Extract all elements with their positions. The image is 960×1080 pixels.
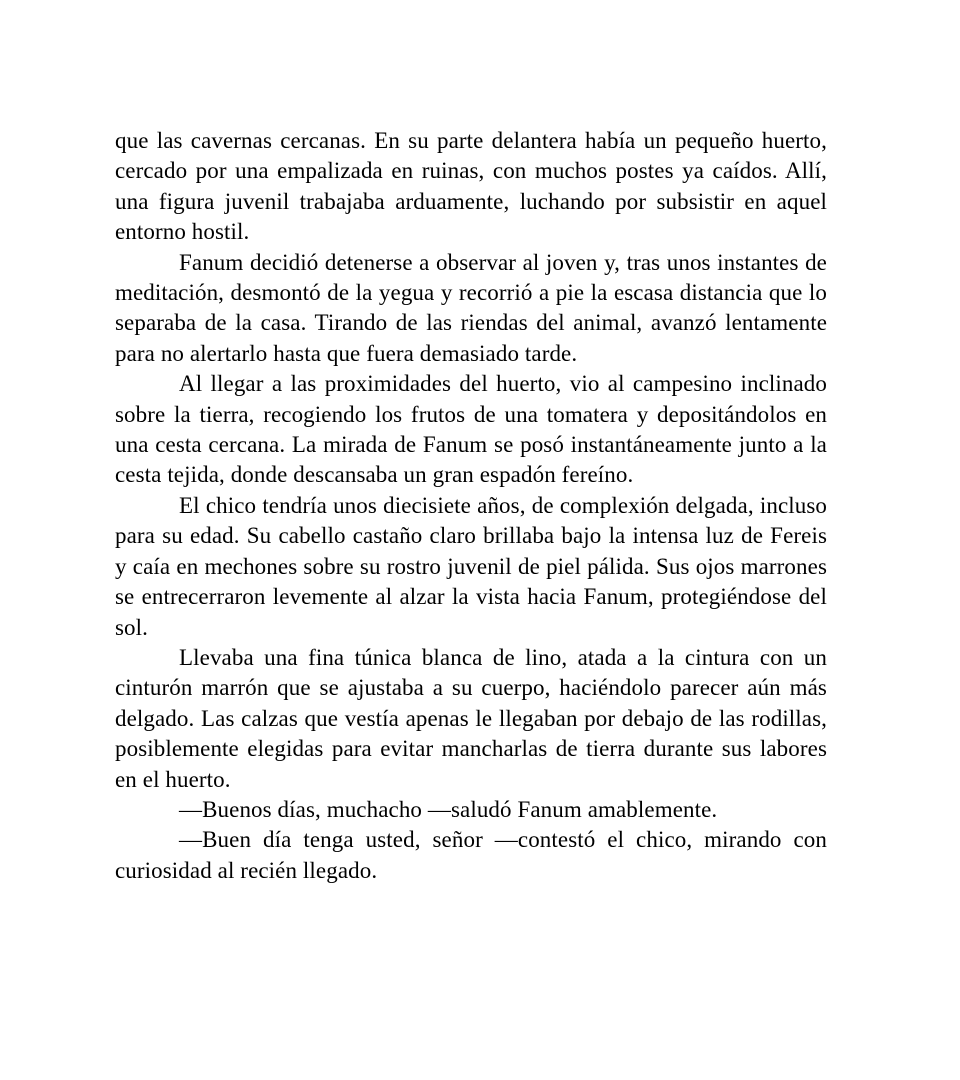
paragraph-dialogue: —Buenos días, muchacho —saludó Fanum amablemente. (179, 796, 718, 822)
body-text-block (115, 126, 827, 886)
paragraph: Al llegar a las proximidades del huerto, vio al campesino inclinado sobre la tierra, recogiendo los frutos de una tomatera y depositándolos en una cesta cercana. La mirada de Fanum se posó instantáneamente junto a la cesta tejida, donde descansaba un gran espadón fereíno. (115, 371, 827, 488)
paragraph: Llevaba una fina túnica blanca de lino, atada a la cintura con un cinturón marrón que se ajustaba a su cuerpo, haciéndolo parecer aún más delgado. Las calzas que vestía apenas le llegaban por debajo de las rodillas, posiblemente elegidas para evitar mancharlas de tierra durante sus labores en el huerto. (115, 644, 827, 792)
paragraph: El chico tendría unos diecisiete años, de complexión delgada, incluso para su edad. Su cabello castaño claro brillaba bajo la intensa luz de Fereis y caía en mechones sobre su rostro juvenil de piel pálida. Sus ojos marrones se entrecerraron levemente al alzar la vista hacia Fanum, protegiéndose del sol. (115, 492, 827, 640)
paragraph-continuation: que las cavernas cercanas. En su parte delantera había un pequeño huerto, cercado por una empalizada en ruinas, con muchos postes ya caídos. Allí, una figura juvenil trabajaba arduamente, luchando por subsistir en aquel entorno hostil. (115, 128, 827, 245)
paragraph: Fanum decidió detenerse a observar al joven y, tras unos instantes de meditación, desmontó de la yegua y recorrió a pie la escasa distancia que lo separaba de la casa. Tirando de las riendas del animal, avanzó lentamente para no alertarlo hasta que fuera demasiado tarde. (115, 249, 827, 366)
paragraph-dialogue: —Buen día tenga usted, señor —contestó el chico, mirando con curiosidad al recién llegado. (115, 827, 827, 883)
